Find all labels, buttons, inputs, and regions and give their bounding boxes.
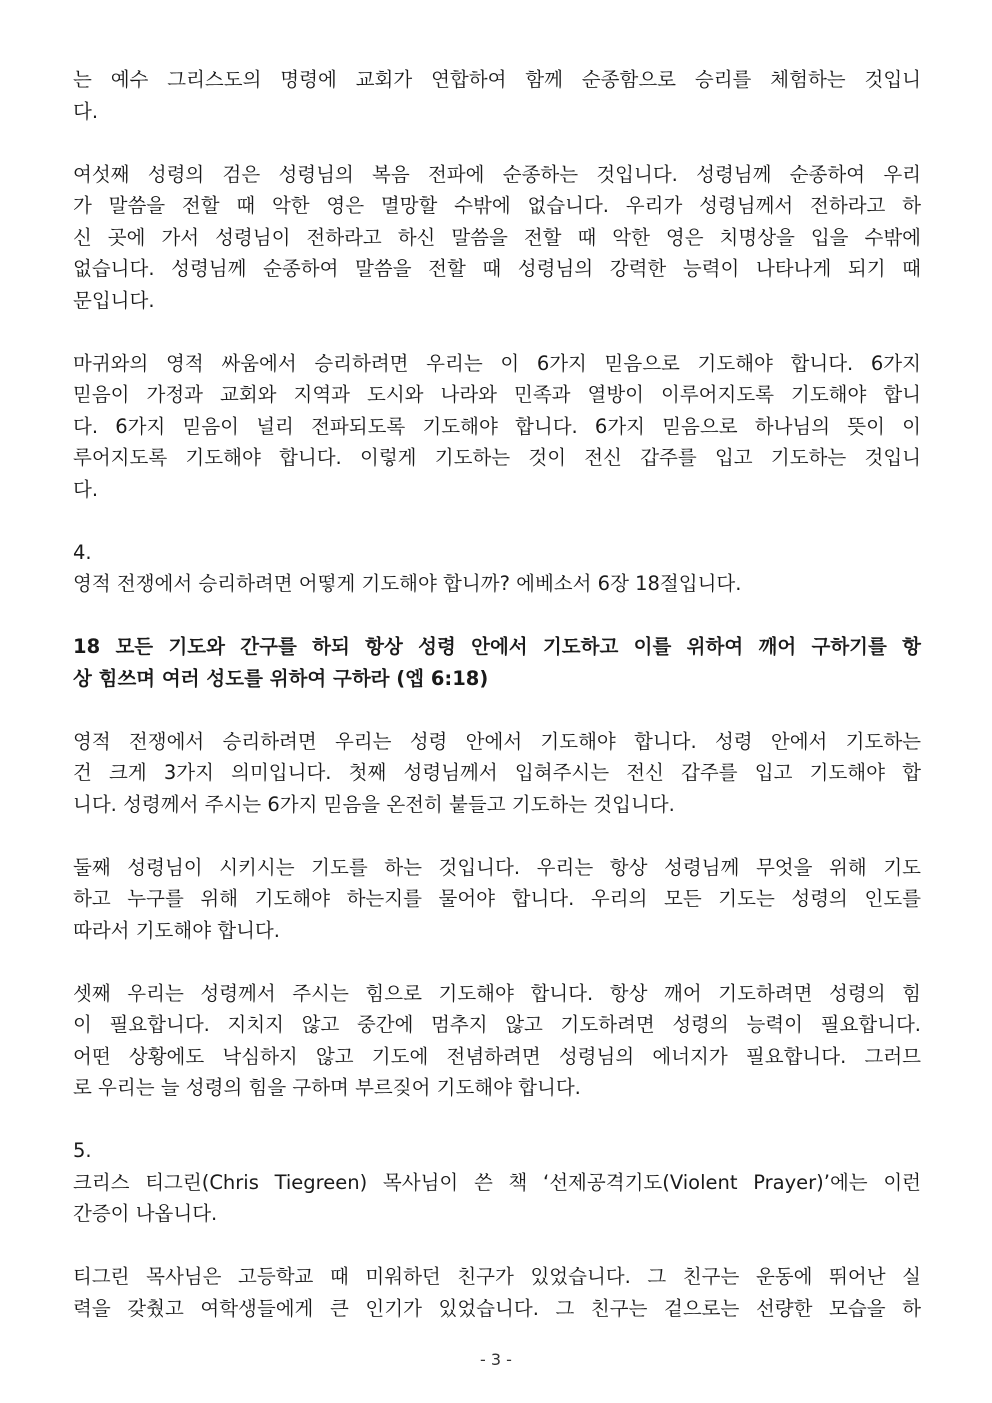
document-body [73,64,921,1324]
text-line: 둘째 성령님이 시키시는 기도를 하는 것입니다. 우리는 항상 성령님께 무엇을 위해 기도 [73,855,921,879]
paragraph-9 [73,1261,921,1324]
text-line: 하고 누구를 위해 기도해야 하는지를 물어야 합니다. 우리의 모든 기도는 성령의 인도를 [73,887,921,910]
section-5 [73,1135,921,1230]
text-line: 가 말씀을 전할 때 악한 영은 멸망할 수밖에 없습니다. 우리가 성령님께서 전하라고 하 [73,194,921,217]
paragraph-6 [73,852,921,947]
text-line: 문입니다. [73,288,155,312]
text-line: 어떤 상황에도 낙심하지 않고 기도에 전념하려면 성령님의 에너지가 필요합니다. 그러므 [73,1044,921,1068]
text-line: 마귀와의 영적 싸움에서 승리하려면 우리는 이 6가지 믿음으로 기도해야 합니다. 6가지 [73,351,921,375]
text-line: 다. [73,99,99,123]
text-line: 크리스 티그린(Chris Tiegreen) 목사님이 쓴 책 ‘선제공격기도(Violent Prayer)’에는 이런 [73,1170,921,1194]
text-line: 다. 6가지 믿음이 널리 전파되도록 기도해야 합니다. 6가지 믿음으로 하나님의 뜻이 이 [73,414,921,438]
text-line: 없습니다. 성령님께 순종하여 말씀을 전할 때 성령님의 강력한 능력이 나타나게 되기 때 [73,257,921,280]
bible-verse [73,631,921,694]
verse-line: 18 모든 기도와 간구를 하되 항상 성령 안에서 기도하고 이를 위하여 깨어 구하기를 항 [73,635,921,658]
text-line: 간증이 나옵니다. [73,1202,218,1225]
text-line: 는 예수 그리스도의 명령에 교회가 연합하여 함께 순종함으로 승리를 체험하는 것입니 [73,68,921,91]
text-line: 셋째 우리는 성령께서 주시는 힘으로 기도해야 합니다. 항상 깨어 기도하려면 성령의 힘 [73,981,921,1005]
text-line: 루어지도록 기도해야 합니다. 이렇게 기도하는 것이 전신 갑주를 입고 기도하는 것입니 [73,446,921,469]
paragraph-7 [73,978,921,1104]
page-number: - 3 - [480,1350,512,1369]
section-number: 5. [73,1139,92,1162]
text-line: 니다. 성령께서 주시는 6가지 믿음을 온전히 붙들고 기도하는 것입니다. [73,792,675,816]
text-line: 티그린 목사님은 고등학교 때 미워하던 친구가 있었습니다. 그 친구는 운동에 뛰어난 실 [73,1265,921,1288]
paragraph-2 [73,159,921,317]
paragraph-1 [73,64,921,127]
text-line: 신 곳에 가서 성령님이 전하라고 하신 말씀을 전할 때 악한 영은 치명상을 입을 수밖에 [73,225,921,249]
section-question: 영적 전쟁에서 승리하려면 어떻게 기도해야 합니까? 에베소서 6장 18절입니다. [73,572,742,595]
text-line: 여섯째 성령의 검은 성령님의 복음 전파에 순종하는 것입니다. 성령님께 순종하여 우리 [73,162,921,186]
verse-line: 상 힘쓰며 여러 성도를 위하여 구하라 (엡 6:18) [73,666,489,690]
section-4 [73,537,921,600]
text-line: 다. [73,477,99,501]
section-number: 4. [73,540,92,564]
text-line: 건 크게 3가지 의미입니다. 첫째 성령님께서 입혀주시는 전신 갑주를 입고 기도해야 합 [73,761,921,784]
text-line: 력을 갖췄고 여학생들에게 큰 인기가 있었습니다. 그 친구는 겉으로는 선량한 모습을 하 [73,1296,921,1320]
paragraph-5 [73,726,921,821]
text-line: 영적 전쟁에서 승리하려면 우리는 성령 안에서 기도해야 합니다. 성령 안에서 기도하는 [73,729,921,753]
paragraph-3 [73,348,921,506]
text-line: 믿음이 가정과 교회와 지역과 도시와 나라와 민족과 열방이 이루어지도록 기도해야 합니 [73,383,921,406]
text-line: 이 필요합니다. 지치지 않고 중간에 멈추지 않고 기도하려면 성령의 능력이 필요합니다. [73,1013,921,1036]
text-line: 로 우리는 늘 성령의 힘을 구하며 부르짖어 기도해야 합니다. [73,1076,581,1099]
text-line: 따라서 기도해야 합니다. [73,918,280,942]
